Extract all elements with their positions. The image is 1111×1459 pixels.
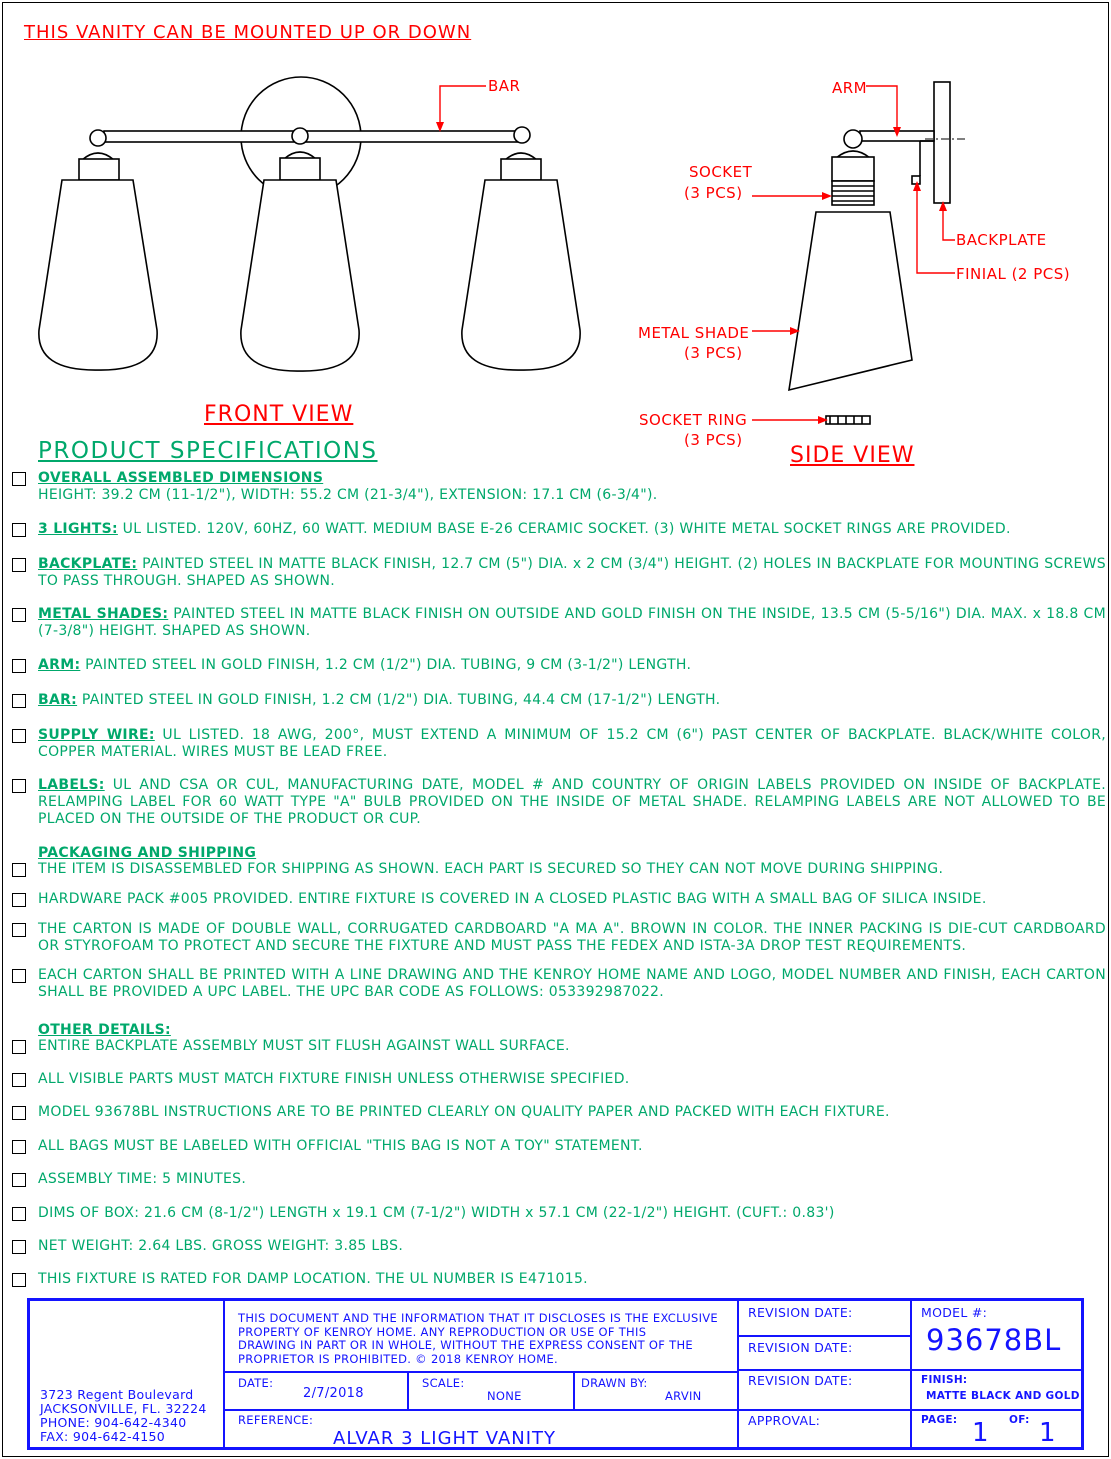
other-item-text: DIMS OF BOX: 21.6 CM (8-1/2") LENGTH x 19.1 CM (7-1/2") WIDTH x 57.1 CM (22-1/2") HEIGHT. (CUFT.: 0.83')	[38, 1205, 835, 1221]
address-line: JACKSONVILLE, FL. 32224	[40, 1401, 207, 1416]
packaging-title: PACKAGING AND SHIPPING	[38, 845, 257, 861]
other-details-title: OTHER DETAILS:	[38, 1022, 171, 1038]
address-line: 3723 Regent Boulevard	[40, 1387, 194, 1402]
other-item-text: ASSEMBLY TIME: 5 MINUTES.	[38, 1171, 247, 1187]
revision-date-label: REVISION DATE:	[748, 1340, 853, 1355]
front-bar	[104, 131, 520, 142]
checkbox[interactable]	[12, 1240, 26, 1254]
arm-label: ARM	[832, 79, 868, 97]
copyright-notice	[238, 1312, 718, 1366]
pack-item	[12, 967, 1106, 1001]
approval-row	[739, 1409, 912, 1447]
bar-label: BAR	[488, 77, 521, 95]
page-label: PAGE:	[921, 1414, 958, 1426]
socket-ring-label: SOCKET RING	[639, 411, 748, 429]
page-number: 1	[972, 1418, 989, 1448]
spec-labels	[12, 777, 1106, 828]
revision-date-label: REVISION DATE:	[748, 1373, 853, 1388]
of-label: OF:	[1009, 1414, 1030, 1426]
checkbox[interactable]	[12, 558, 26, 572]
checkbox[interactable]	[12, 1173, 26, 1187]
mounting-note: THIS VANITY CAN BE MOUNTED UP OR DOWN	[24, 22, 472, 43]
finish-row	[912, 1369, 1083, 1409]
notice-line: THIS DOCUMENT AND THE INFORMATION THAT IT DISCLOSES IS THE EXCLUSIVE	[238, 1311, 718, 1325]
checkbox[interactable]	[12, 1140, 26, 1154]
other-item	[12, 1171, 1106, 1188]
other-item	[12, 1138, 1106, 1155]
pack-item	[12, 921, 1106, 955]
other-item-text: ALL VISIBLE PARTS MUST MATCH FIXTURE FINISH UNLESS OTHERWISE SPECIFIED.	[38, 1071, 630, 1087]
title-block	[27, 1298, 1084, 1450]
page-total: 1	[1039, 1418, 1056, 1448]
checkbox[interactable]	[12, 1040, 26, 1054]
notice-line: PROPRIETOR IS PROHIBITED. © 2018 KENROY HOME.	[238, 1351, 559, 1366]
side-socket-ring	[826, 416, 870, 424]
checkbox[interactable]	[12, 893, 26, 907]
checkbox[interactable]	[12, 694, 26, 708]
spec-backplate-key: BACKPLATE:	[38, 556, 138, 572]
other-item-text: ALL BAGS MUST BE LABELED WITH OFFICIAL "THIS BAG IS NOT A TOY" STATEMENT.	[38, 1138, 643, 1154]
spec-bar	[12, 692, 1106, 709]
notice-line: PROPERTY OF KENROY HOME. ANY REPRODUCTION OR USE OF THIS	[238, 1324, 647, 1339]
other-item-text: ENTIRE BACKPLATE ASSEMBLY MUST SIT FLUSH AGAINST WALL SURFACE.	[38, 1038, 570, 1054]
socket-qty-label: (3 PCS)	[684, 184, 743, 202]
checkbox[interactable]	[12, 608, 26, 622]
spec-overall	[12, 470, 1106, 504]
date-label: DATE:	[238, 1376, 274, 1390]
pack-item-text: EACH CARTON SHALL BE PRINTED WITH A LINE DRAWING AND THE KENROY HOME NAME AND LOGO, MODEL NUMBER AND FINISH, EACH CARTON SHALL BE PROVIDED A UPC LABEL. THE UPC BAR CODE AS FOLLOWS: 053392987022.	[38, 967, 1106, 1000]
spec-arm	[12, 657, 1106, 674]
document-info	[223, 1301, 737, 1447]
spec-shades-key: METAL SHADES:	[38, 606, 169, 622]
revision-column	[737, 1301, 910, 1447]
notice-line: DRAWING IN PART OR IN WHOLE, WITHOUT THE EXPRESS CONSENT OF THE	[238, 1338, 693, 1352]
approval-label: APPROVAL:	[748, 1413, 821, 1428]
other-item-text: NET WEIGHT: 2.64 LBS. GROSS WEIGHT: 3.85 LBS.	[38, 1238, 404, 1254]
pack-item	[12, 891, 1106, 908]
other-item	[12, 1271, 1106, 1288]
product-specifications-title: PRODUCT SPECIFICATIONS	[38, 438, 378, 464]
spec-lights-text: UL LISTED. 120V, 60HZ, 60 WATT. MEDIUM BASE E-26 CERAMIC SOCKET. (3) WHITE METAL SOCKET RINGS ARE PROVIDED.	[117, 521, 1011, 537]
checkbox[interactable]	[12, 659, 26, 673]
scale-value: NONE	[487, 1389, 522, 1403]
spec-lights	[12, 521, 1106, 538]
pack-item-text: THE ITEM IS DISASSEMBLED FOR SHIPPING AS SHOWN. EACH PART IS SECURED SO THEY CAN NOT MOVE DURING SHIPPING.	[38, 861, 944, 877]
checkbox[interactable]	[12, 729, 26, 743]
checkbox[interactable]	[12, 1273, 26, 1287]
model-column	[910, 1301, 1081, 1447]
other-item	[12, 1071, 1106, 1088]
front-shade-right	[462, 180, 580, 370]
spec-lights-key: 3 LIGHTS:	[38, 521, 118, 537]
checkbox[interactable]	[12, 1106, 26, 1120]
reference-value: ALVAR 3 LIGHT VANITY	[333, 1428, 557, 1449]
checkbox[interactable]	[12, 1073, 26, 1087]
spec-shades-text: PAINTED STEEL IN MATTE BLACK FINISH ON OUTSIDE AND GOLD FINISH ON THE INSIDE, 13.5 CM (5-5/16") DIA. MAX. x 18.8 CM (7-3/8") HEIGHT. SHAPED AS SHOWN.	[38, 606, 1106, 639]
metal-shade-label: METAL SHADE	[638, 324, 750, 342]
other-item	[12, 1205, 1106, 1222]
spec-backplate-text: PAINTED STEEL IN MATTE BLACK FINISH, 12.7 CM (5") DIA. x 2 CM (3/4") HEIGHT. (2) HOLES IN BACKPLATE FOR MOUNTING SCREWS TO PASS THROUGH. SHAPED AS SHOWN.	[38, 556, 1106, 589]
backplate-label: BACKPLATE	[956, 231, 1047, 249]
socket-ring-qty-label: (3 PCS)	[684, 431, 743, 449]
scale-label: SCALE:	[422, 1376, 465, 1390]
side-shade	[789, 212, 912, 390]
reference-label: REFERENCE:	[238, 1413, 314, 1427]
side-backplate	[934, 82, 950, 203]
other-item-text: THIS FIXTURE IS RATED FOR DAMP LOCATION. THE UL NUMBER IS E471015.	[38, 1271, 588, 1287]
revision-row	[739, 1335, 912, 1369]
checkbox[interactable]	[12, 523, 26, 537]
checkbox[interactable]	[12, 1207, 26, 1221]
spec-wire-text: UL LISTED. 18 AWG, 200°, MUST EXTEND A MINIMUM OF 15.2 CM (6") PAST CENTER OF BACKPLATE. BLACK/WHITE COLOR, COPPER MATERIAL. WIRES MUST BE LEAD FREE.	[38, 727, 1107, 760]
spec-overall-title: OVERALL ASSEMBLED DIMENSIONS	[38, 470, 324, 486]
date-value: 2/7/2018	[303, 1386, 364, 1401]
specifications-list	[12, 470, 1106, 1288]
reference-row	[225, 1409, 739, 1447]
revision-row	[739, 1369, 912, 1409]
scale-cell	[407, 1373, 575, 1409]
spec-labels-text: UL AND CSA OR CUL, MANUFACTURING DATE, MODEL # AND COUNTRY OF ORIGIN LABELS PROVIDED ON INSIDE OF BACKPLATE. RELAMPING LABEL FOR 60 WATT TYPE "A" BULB PROVIDED ON THE INSIDE OF METAL SHADE. RELAMPING LABELS ARE NOT ALLOWED TO BE PLACED ON THE OUTSIDE OF THE PRODUCT OR CUP.	[38, 777, 1106, 827]
other-item	[12, 1038, 1106, 1055]
pack-item-text: HARDWARE PACK #005 PROVIDED. ENTIRE FIXTURE IS COVERED IN A CLOSED PLASTIC BAG WITH A SMALL BAG OF SILICA INSIDE.	[38, 891, 987, 907]
other-item	[12, 1104, 1106, 1121]
socket-label: SOCKET	[689, 163, 753, 181]
checkbox[interactable]	[12, 863, 26, 877]
revision-date-label: REVISION DATE:	[748, 1305, 853, 1320]
checkbox[interactable]	[12, 969, 26, 983]
checkbox[interactable]	[12, 779, 26, 793]
drawn-by-cell	[573, 1373, 739, 1409]
model-label: MODEL #:	[921, 1305, 988, 1320]
page-row	[912, 1409, 1083, 1447]
checkbox[interactable]	[12, 472, 26, 486]
side-view-title: SIDE VIEW	[790, 443, 915, 468]
spec-arm-text: PAINTED STEEL IN GOLD FINISH, 1.2 CM (1/2") DIA. TUBING, 9 CM (3-1/2") LENGTH.	[80, 657, 692, 673]
front-shade-middle	[241, 180, 359, 371]
drawn-by-value: ARVIN	[665, 1389, 702, 1403]
date-row	[225, 1371, 739, 1409]
other-item	[12, 1238, 1106, 1255]
finial-label: FINIAL (2 PCS)	[956, 265, 1071, 283]
spec-bar-key: BAR:	[38, 692, 78, 708]
other-item-text: MODEL 93678BL INSTRUCTIONS ARE TO BE PRINTED CLEARLY ON QUALITY PAPER AND PACKED WITH EACH FIXTURE.	[38, 1104, 890, 1120]
model-number: 93678BL	[926, 1323, 1062, 1357]
metal-shade-qty-label: (3 PCS)	[684, 344, 743, 362]
address-line: PHONE: 904-642-4340	[40, 1415, 187, 1430]
pack-item-text: THE CARTON IS MADE OF DOUBLE WALL, CORRUGATED CARDBOARD "A MA A". BROWN IN COLOR. THE INNER PACKING IS DIE-CUT CARDBOARD OR STYROFOAM TO PROTECT AND SECURE THE FIXTURE AND MUST PASS THE FEDEX AND ISTA-3A DROP TEST REQUIREMENTS.	[38, 921, 1106, 954]
checkbox[interactable]	[12, 923, 26, 937]
address-line: FAX: 904-642-4150	[40, 1429, 165, 1444]
spec-supply-wire	[12, 727, 1106, 761]
spec-shades	[12, 606, 1106, 640]
fixture-drawing	[0, 0, 1111, 470]
spec-backplate	[12, 556, 1106, 590]
spec-labels-key: LABELS:	[38, 777, 105, 793]
front-view-title: FRONT VIEW	[204, 402, 354, 427]
company-address	[40, 1388, 207, 1444]
spec-arm-key: ARM:	[38, 657, 81, 673]
drawn-by-label: DRAWN BY:	[581, 1376, 648, 1390]
finish-label: FINISH:	[921, 1374, 968, 1386]
pack-item	[12, 861, 1106, 878]
finish-value: MATTE BLACK AND GOLD	[926, 1390, 1080, 1402]
front-shade-left	[39, 180, 157, 370]
spec-wire-key: SUPPLY WIRE:	[38, 727, 155, 743]
spec-bar-text: PAINTED STEEL IN GOLD FINISH, 1.2 CM (1/2") DIA. TUBING, 44.4 CM (17-1/2") LENGTH.	[77, 692, 721, 708]
spec-overall-text: HEIGHT: 39.2 CM (11-1/2"), WIDTH: 55.2 CM (21-3/4"), EXTENSION: 17.1 CM (6-3/4").	[38, 487, 658, 503]
